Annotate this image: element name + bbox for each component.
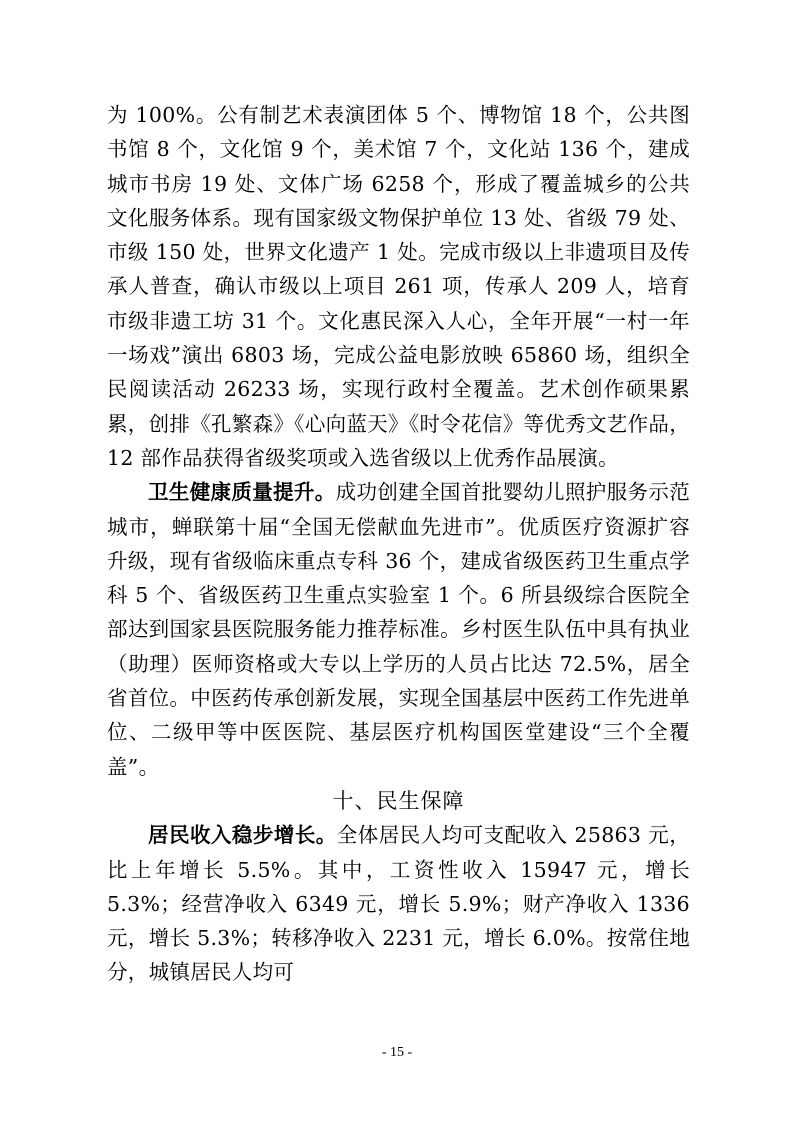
culture-paragraph: [107, 98, 690, 475]
section-heading: 十、民生保障: [332, 788, 465, 813]
income-paragraph: [107, 818, 690, 989]
page-number: - 15 -: [381, 1045, 413, 1060]
paragraph-lead: 居民收入稳步增长。: [148, 823, 337, 848]
paragraph-text: 成功创建全国首批婴幼儿照护服务示范城市，蝉联第十届“全国无偿献血先进市”。优质医疗资源扩容升级，现有省级临床重点专科 36 个，建成省级医药卫生重点学科 5 个、省级医药卫生重点实验室 1 个。6 所县级综合医院全部达到国家县医院服务能力推荐标准。乡村医生队伍中具有执业（助理）医师资格或大专以上学历的人员占比达 72.5%，居全省首位。中医药传承创新发展，实现全国基层中医药工作先进单位、二级甲等中医医院、基层医疗机构国医堂建设“三个全覆盖”。: [107, 480, 690, 779]
paragraph-lead: 卫生健康质量提升。: [148, 480, 336, 505]
paragraph-text: 全体居民人均可支配收入 25863 元，比上年增长 5.5%。其中，工资性收入 15947 元，增长 5.3%；经营净收入 6349 元，增长 5.9%；财产净收入 1336 元，增长 5.3%；转移净收入 2231 元，增长 6.0%。按常住地分，城镇居民人均可: [107, 823, 691, 985]
health-paragraph: [107, 475, 690, 784]
document-body: [107, 98, 690, 990]
paragraph-text: 为 100%。公有制艺术表演团体 5 个、博物馆 18 个，公共图书馆 8 个，文化馆 9 个，美术馆 7 个，文化站 136 个，建成城市书房 19 处、文体广场 6258 个，形成了覆盖城乡的公共文化服务体系。现有国家级文物保护单位 13 处、省级 79 处、市级 150 处，世界文化遗产 1 处。完成市级以上非遗项目及传承人普查，确认市级以上项目 261 项，传承人 209 人，培育市级非遗工坊 31 个。文化惠民深入人心，全年开展“一村一年一场戏”演出 6803 场，完成公益电影放映 65860 场，组织全民阅读活动 26233 场，实现行政村全覆盖。艺术创作硕果累累，创排《孔繁森》《心向蓝天》《时令花信》等优秀文艺作品，12 部作品获得省级奖项或入选省级以上优秀作品展演。: [107, 103, 690, 470]
